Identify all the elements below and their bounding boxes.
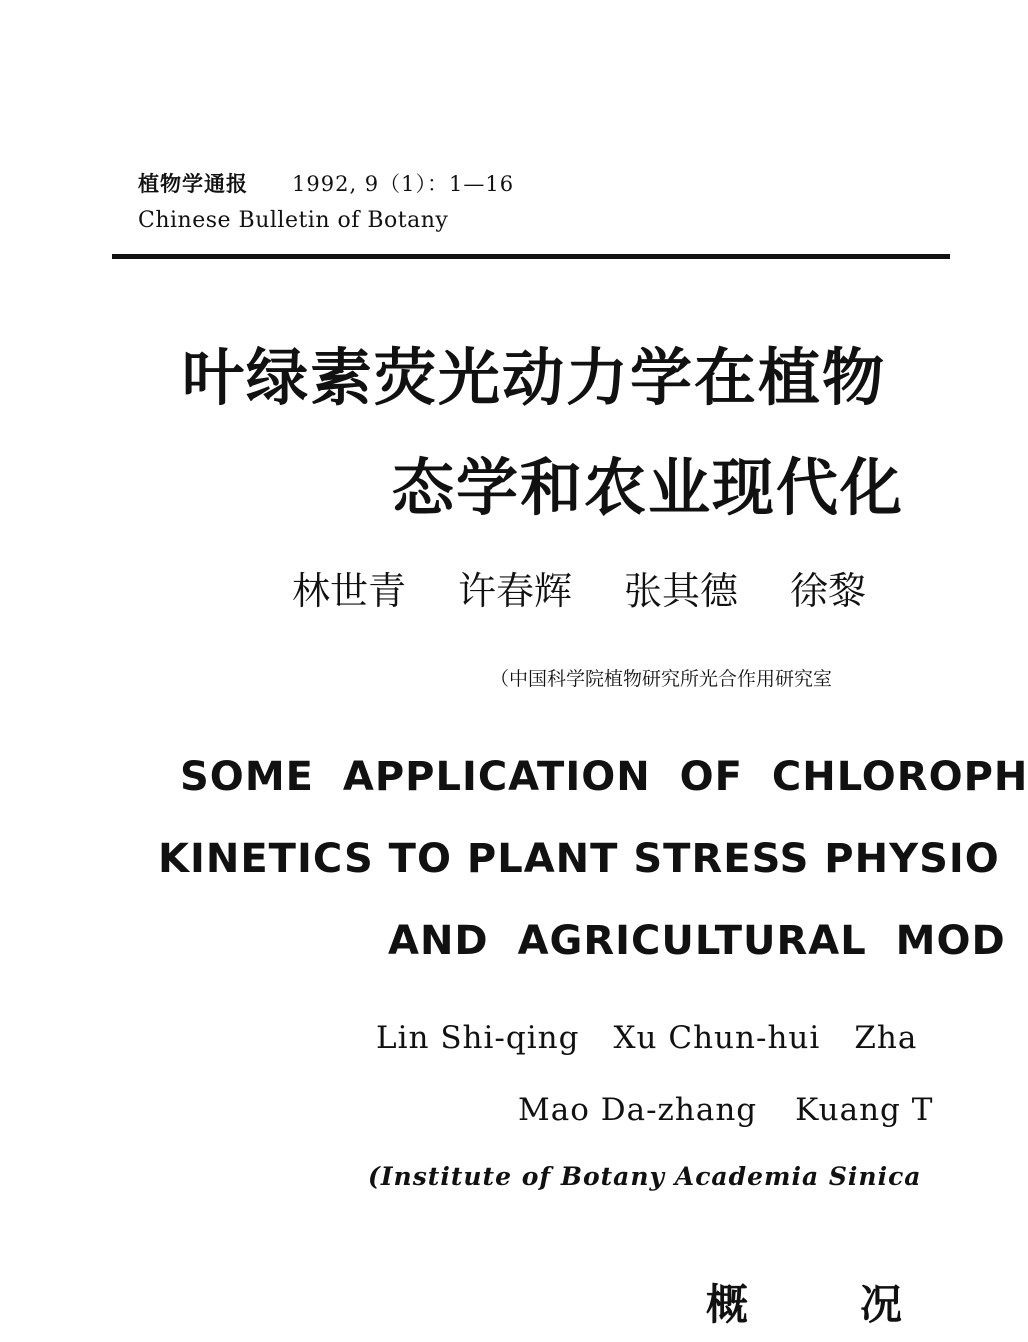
authors-cn — [292, 560, 918, 615]
title-cn-line-2: 态学和农业现代化 — [392, 451, 905, 524]
journal-name-cn: 植物学通报 — [138, 171, 248, 196]
author-en: Xu Chun-hui — [613, 1020, 821, 1056]
author-en: Zha — [854, 1020, 918, 1056]
author-cn: 徐黎 — [790, 569, 867, 613]
author-cn: 张其德 — [624, 569, 739, 613]
journal-citation: 1992, 9（1）：1—16 — [292, 172, 515, 196]
author-cn: 林世青 — [292, 569, 407, 613]
authors-en-line-2 — [518, 1092, 971, 1128]
journal-header-cn — [138, 168, 514, 198]
section-heading: 概况 — [706, 1280, 1015, 1329]
affiliation-cn: （中国科学院植物研究所光合作用研究室 — [490, 668, 833, 690]
title-en-line-1: SOME APPLICATION OF CHLOROPH — [180, 754, 1028, 800]
title-en-line-3: AND AGRICULTURAL MOD — [388, 918, 1006, 964]
author-en: Kuang T — [795, 1092, 934, 1128]
authors-en-line-1 — [376, 1020, 951, 1056]
title-cn-line-1: 叶绿素荧光动力学在植物 — [182, 341, 887, 414]
header-divider — [112, 254, 950, 259]
author-cn: 许春辉 — [458, 569, 573, 613]
journal-name-en: Chinese Bulletin of Botany — [138, 208, 449, 233]
author-en: Lin Shi-qing — [376, 1020, 580, 1056]
affiliation-en: (Institute of Botany Academia Sinica — [368, 1162, 922, 1191]
author-en: Mao Da-zhang — [518, 1092, 758, 1128]
title-en-line-2: KINETICS TO PLANT STRESS PHYSIO — [158, 836, 1000, 882]
